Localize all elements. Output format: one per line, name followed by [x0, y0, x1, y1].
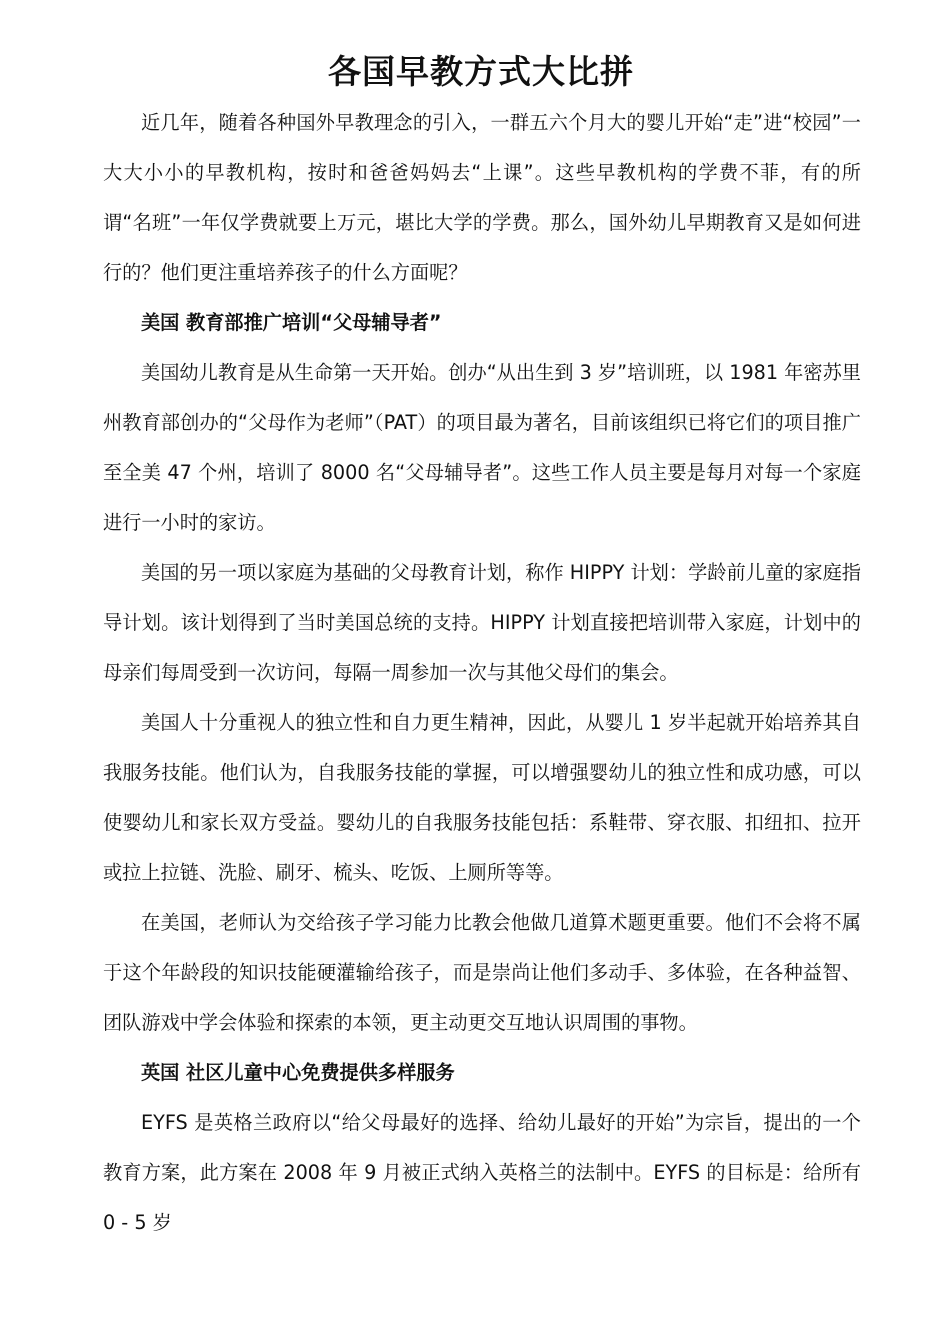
paragraph-usa-parent-tutors: 美国幼儿教育是从生命第一天开始。创办“从出生到 3 岁”培训班，以 1981 年密苏里州教育部创办的“父母作为老师”（PAT）的项目最为著名，目前该组织已将它们的项目推广至全美 47 个州，培训了 8000 名“父母辅导者”。这些工作人员主要是每月对每一个家庭进行一小时的家访。	[103, 361, 861, 534]
section-heading-usa: 美国 教育部推广培训“父母辅导者”	[141, 311, 442, 334]
document-body	[103, 98, 861, 1248]
paragraph-usa-self-service: 美国人十分重视人的独立性和自力更生精神，因此，从婴儿 1 岁半起就开始培养其自我服务技能。他们认为，自我服务技能的掌握，可以增强婴幼儿的独立性和成功感，可以使婴幼儿和家长双方受益。婴幼儿的自我服务技能包括：系鞋带、穿衣服、扣纽扣、拉开或拉上拉链、洗脸、刷牙、梳头、吃饭、上厕所等等。	[103, 711, 861, 884]
section-heading-uk: 英国 社区儿童中心免费提供多样服务	[141, 1061, 455, 1084]
paragraph-usa-hippy: 美国的另一项以家庭为基础的父母教育计划，称作 HIPPY 计划：学龄前儿童的家庭指导计划。该计划得到了当时美国总统的支持。HIPPY 计划直接把培训带入家庭，计划中的母亲们每周受到一次访问，每隔一周参加一次与其他父母们的集会。	[103, 561, 861, 684]
paragraph-usa-learning: 在美国，老师认为交给孩子学习能力比教会他做几道算术题更重要。他们不会将不属于这个年龄段的知识技能硬灌输给孩子，而是崇尚让他们多动手、多体验，在各种益智、团队游戏中学会体验和探索的本领，更主动更交互地认识周围的事物。	[103, 911, 861, 1034]
paragraph-intro: 近几年，随着各种国外早教理念的引入，一群五六个月大的婴儿开始“走”进“校园”一大大小小的早教机构，按时和爸爸妈妈去“上课”。这些早教机构的学费不菲，有的所谓“名班”一年仅学费就要上万元，堪比大学的学费。那么，国外幼儿早期教育又是如何进行的？他们更注重培养孩子的什么方面呢？	[103, 111, 861, 284]
paragraph-uk-eyfs: EYFS 是英格兰政府以“给父母最好的选择、给幼儿最好的开始”为宗旨，提出的一个教育方案，此方案在 2008 年 9 月被正式纳入英格兰的法制中。EYFS 的目标是：给所有 0 - 5 岁	[103, 1111, 861, 1234]
document-title: 各国早教方式大比拼	[328, 52, 634, 91]
